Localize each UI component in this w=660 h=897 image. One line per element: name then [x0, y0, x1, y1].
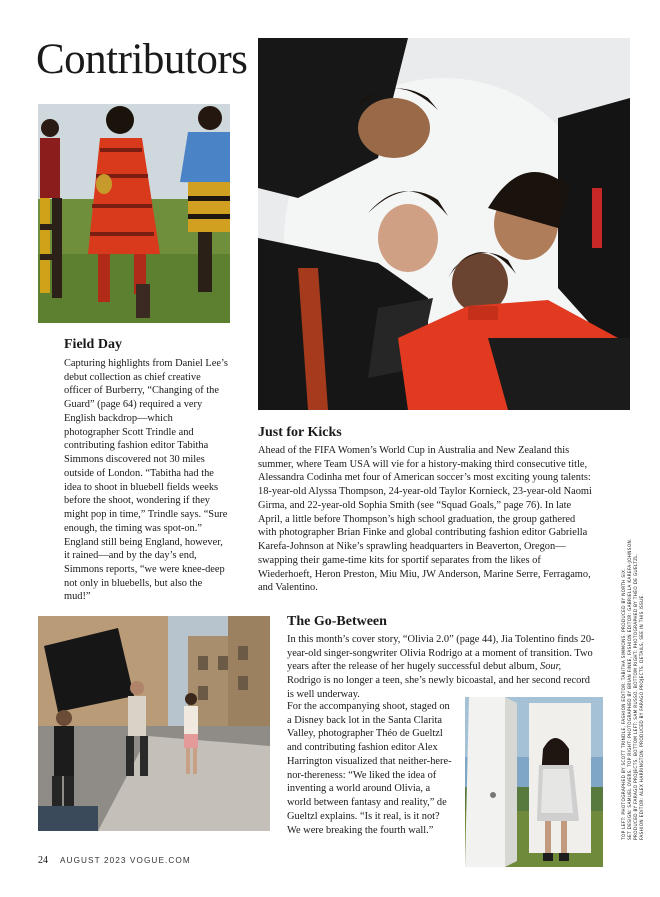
field-day-paragraph: Capturing highlights from Daniel Lee’s debut collection as chief creative officer of Burberry, “Changing of the Guard” (page 64) required a very English backdrop—which photographer Scott Trindle and contributing fashion editor Tabitha Simmons discovered not 30 miles outside of London. “Tabitha had the idea to shoot in bluebell fields weeks before the shoot, wondering if they might pop in time,” Trindle says. “Sure enough, the timing was spot-on.” England still being England, however, it rained—and by the day’s end, Simmons reports, “we were knee-deep not only in bluebells, but also the mud!”	[64, 358, 228, 603]
page-footer	[38, 855, 191, 866]
go-between-body-cont	[287, 700, 453, 837]
go-between-text-1: In this month’s cover story, “Olivia 2.0” (page 44), Jia Tolentino finds 20-year-old singer-songwriter Olivia Rodrigo at a moment of transition. Two years after the release of her hugely successful debut album,	[287, 634, 595, 673]
footer-issue: AUGUST 2023 VOGUE.COM	[60, 856, 191, 865]
field-day-body	[64, 357, 230, 604]
just-for-kicks-body	[258, 444, 594, 595]
just-for-kicks-headline: Just for Kicks	[258, 425, 342, 440]
credit-line: TOP LEFT: PHOTOGRAPHED BY SCOTT TRINDLE, FASHION EDITOR: TABITHA SIMMONS. PRODUCED BY NORTH SIX.	[622, 568, 627, 840]
credit-line: FASHION EDITOR: ALEX HARRINGTON. PRODUCED BY FARAGO PROJECTS. DETAILS, SEE IN THIS ISSUE.	[640, 593, 646, 840]
go-between-body	[287, 633, 595, 702]
field-day-photo	[38, 104, 230, 323]
just-for-kicks-photo	[258, 38, 630, 410]
go-between-photo-left	[38, 616, 270, 831]
just-for-kicks-paragraph: Ahead of the FIFA Women’s World Cup in Australia and New Zealand this summer, where Team USA will vie for a history-making third consecutive title, Alessandra Codinha met four of American soccer’s most exciting young talents: 18-year-old Alyssa Thompson, 24-year-old Taylor Kornieck, 23-year-old Naomi Girma, and 22-year-old Sophia Smith (see “Squad Goals,” page 76). In late April, a little before Thompson’s high school graduation, the group gathered with photographer Brian Finke and global contributing fashion editor Gabriella Karefa-Johnson at Nike’s sprawling headquarters in Beaverton, Oregon—swapping their game-time kits for sportif separates from the likes of Wiederhoeft, Heron Preston, Miu Miu, JW Anderson, Marine Serre, Ferragamo, and Valentino.	[258, 445, 592, 594]
credit-line: PRODUCED BY FARAGO PROJECTS. BOTTOM LEFT: SAM RUSSO. BOTTOM RIGHT: PHOTOGRAPHED BY THÉO DE GUELTZL.	[634, 553, 640, 840]
go-between-headline: The Go-Between	[287, 614, 387, 629]
page-number: 24	[38, 855, 48, 866]
go-between-paragraph	[287, 633, 595, 702]
photo-credits	[592, 440, 646, 840]
album-title: Sour,	[540, 661, 562, 673]
go-between-paragraph-cont: For the accompanying shoot, staged on a Disney back lot in the Santa Clarita Valley, photographer Théo de Gueltzl and contributing fashion editor Alex Harrington visualized that neither-here-nor-thereness: “We liked the idea of inventing a world around Olivia, a world between fantasy and reality,” de Gueltzl explains. “Is it real, is it not? We were breaking the fourth wall.”	[287, 701, 452, 836]
go-between-photo-right	[465, 697, 603, 867]
page-title: Contributors	[36, 36, 248, 83]
credit-line: SET DESIGN: SAMUEL OVERS. TOP RIGHT: PHOTOGRAPHED BY BRIAN FINKE, FASHION EDITOR: GABRIELLA KAREFA-JOHNSON.	[628, 538, 634, 840]
go-between-text-2: Rodrigo is no longer a teen, she’s newly bicoastal, and her second record is well underway.	[287, 675, 590, 700]
field-day-headline: Field Day	[64, 337, 122, 352]
